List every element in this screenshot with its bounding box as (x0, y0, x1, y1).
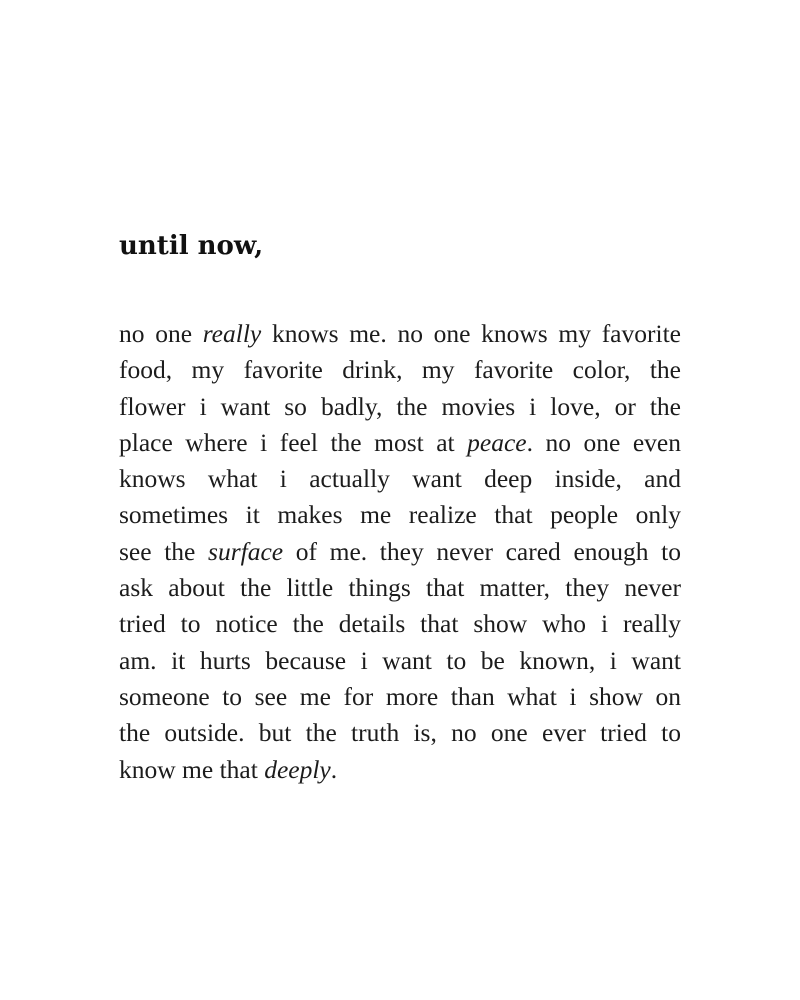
poem-line (119, 389, 681, 425)
poem-line (119, 679, 681, 715)
poem-body (119, 316, 681, 788)
text-segment: food, my favorite drink, my favorite color, the (119, 355, 681, 385)
poem-line (119, 352, 681, 388)
poem-line (119, 497, 681, 533)
text-segment: am. it hurts because i want to be known, i want (119, 645, 681, 675)
emphasized-word: surface (208, 536, 284, 566)
text-segment: know me that (119, 754, 265, 784)
text-segment: of me. they never cared enough to (283, 536, 682, 566)
text-segment: someone to see me for more than what i show on (119, 681, 681, 711)
text-segment: place where i feel the most at (119, 427, 468, 457)
text-segment: sometimes it makes me realize that people only (119, 500, 681, 530)
text-segment: the outside. but the truth is, no one ever tried to (119, 718, 681, 748)
emphasized-word: deeply (264, 754, 331, 784)
poem-title: until now, (119, 231, 264, 261)
poem-page (119, 228, 681, 788)
poem-line (119, 461, 681, 497)
text-segment: . (330, 754, 338, 784)
text-segment: flower i want so badly, the movies i love, or the (119, 391, 681, 421)
text-segment: tried to notice the details that show who i really (119, 609, 681, 639)
poem-line (119, 715, 681, 751)
poem-line (119, 534, 681, 570)
poem-line (119, 606, 681, 642)
text-segment: see the (119, 536, 209, 566)
poem-line (119, 752, 681, 788)
poem-line (119, 425, 681, 461)
text-segment: knows what i actually want deep inside, and (119, 464, 681, 494)
text-segment: ask about the little things that matter, they never (119, 573, 681, 603)
poem-line (119, 316, 681, 352)
emphasized-word: peace (467, 427, 527, 457)
emphasized-word: really (202, 319, 262, 348)
poem-line (119, 570, 681, 606)
text-segment: . no one even (526, 427, 681, 457)
text-segment: knows me. no one knows my favorite (261, 319, 681, 348)
poem-line (119, 643, 681, 679)
text-segment: no one (119, 319, 203, 348)
